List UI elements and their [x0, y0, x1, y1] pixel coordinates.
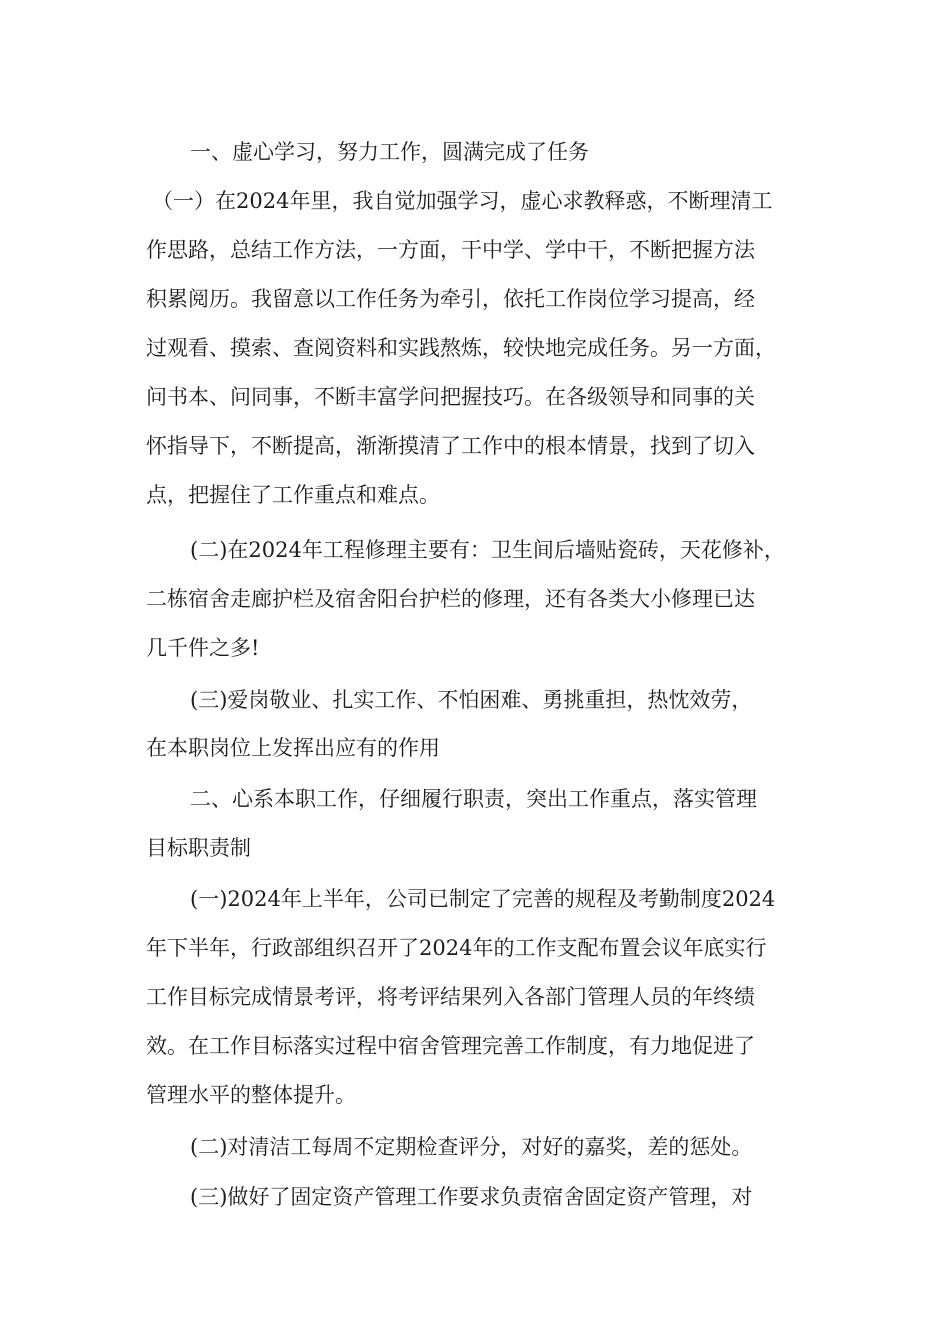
paragraph-line: 过观看、摸索、查阅资料和实践熬炼，较快地完成任务。另一方面， — [146, 336, 776, 360]
paragraph-line: (二)对清洁工每周不定期检查评分，对好的嘉奖，差的惩处。 — [190, 1135, 753, 1159]
section-heading-1: 一、虚心学习，努力工作，圆满完成了任务 — [190, 140, 589, 164]
paragraph-line: 作思路，总结工作方法，一方面，干中学、学中干，不断把握方法 — [146, 238, 755, 262]
paragraph-line: 几千件之多! — [146, 636, 260, 660]
paragraph-line: (二)在2024年工程修理主要有：卫生间后墙贴瓷砖，天花修补， — [190, 538, 785, 562]
paragraph-line: 问书本、问同事，不断丰富学问把握技巧。在各级领导和同事的关 — [146, 385, 755, 409]
paragraph-line: (一)2024年上半年，公司已制定了完善的规程及考勤制度2024 — [190, 887, 776, 911]
paragraph-line: (三)爱岗敬业、扎实工作、不怕困难、勇挑重担，热忱效劳， — [190, 688, 753, 712]
paragraph-line: (三)做好了固定资产管理工作要求负责宿舍固定资产管理，对 — [190, 1185, 753, 1209]
paragraph-line: 效。在工作目标落实过程中宿舍管理完善工作制度，有力地促进了 — [146, 1034, 755, 1058]
paragraph-line: 年下半年，行政部组织召开了2024年的工作支配布置会议年底实行 — [146, 936, 767, 960]
paragraph-line: 管理水平的整体提升。 — [146, 1083, 356, 1107]
paragraph-line: 积累阅历。我留意以工作任务为牵引，依托工作岗位学习提高，经 — [146, 287, 755, 311]
paragraph-line: 工作目标完成情景考评，将考评结果列入各部门管理人员的年终绩 — [146, 985, 755, 1009]
paragraph-line: （一）在2024年里，我自觉加强学习，虚心求教释惑，不断理清工 — [152, 189, 773, 213]
paragraph-line: 二栋宿舍走廊护栏及宿舍阳台护栏的修理，还有各类大小修理已达 — [146, 587, 755, 611]
paragraph-line: 点，把握住了工作重点和难点。 — [146, 483, 440, 507]
paragraph-line: 怀指导下，不断提高，渐渐摸清了工作中的根本情景，找到了切入 — [146, 434, 755, 458]
paragraph-line: 在本职岗位上发挥出应有的作用 — [146, 736, 440, 760]
section-heading-2-cont: 目标职责制 — [146, 836, 251, 860]
section-heading-2: 二、心系本职工作，仔细履行职责，突出工作重点，落实管理 — [190, 787, 757, 811]
